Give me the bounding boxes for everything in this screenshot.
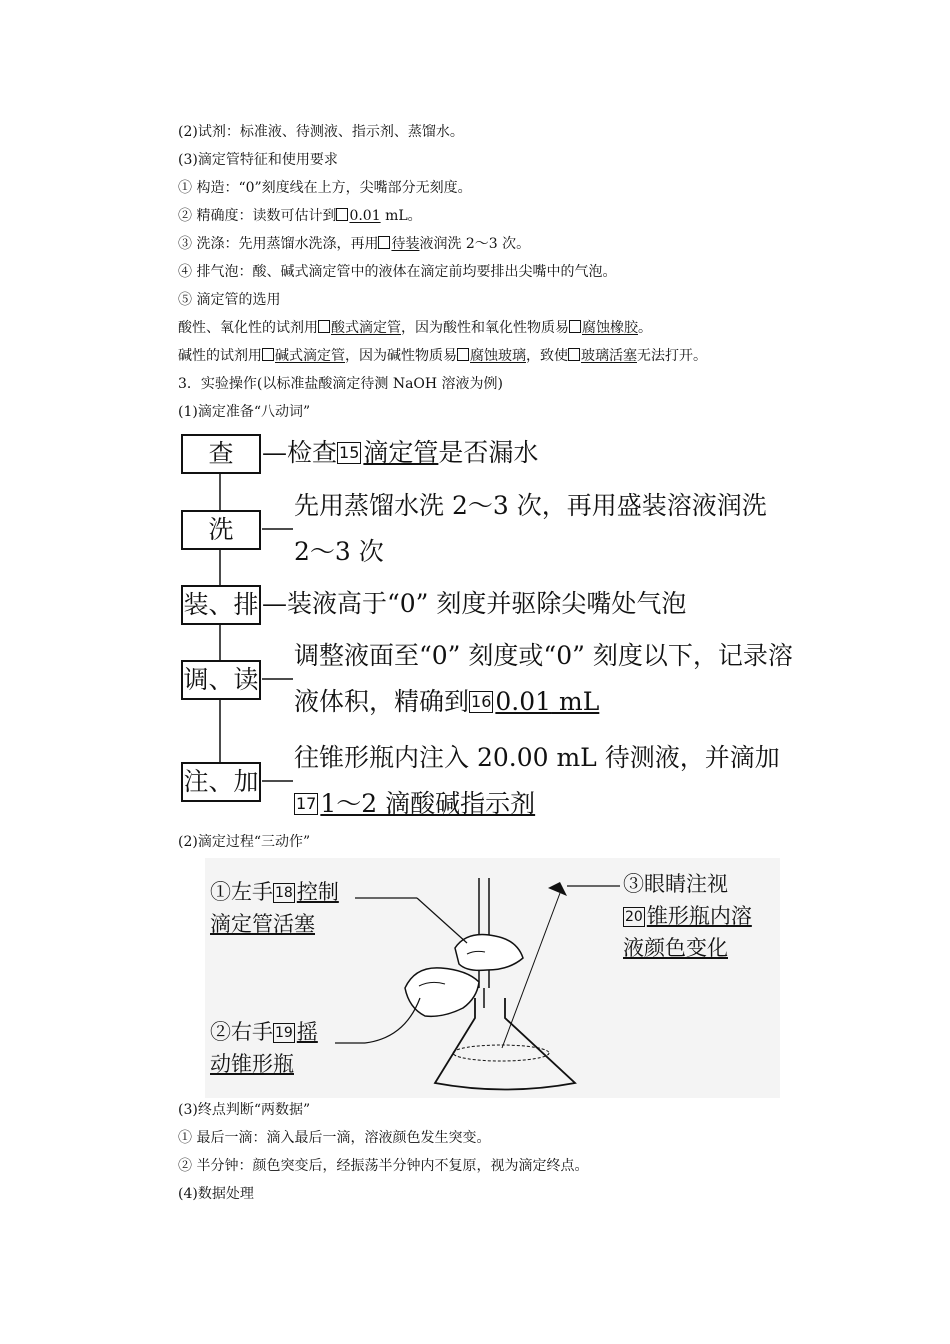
text-line: (2)试剂：标准液、待测液、指示剂、蒸馏水。	[178, 124, 464, 140]
titration-illustration	[205, 858, 780, 1098]
text-span: 液润洗 2～3 次。	[419, 236, 531, 252]
answer-text: 待装	[391, 236, 420, 252]
answer-blank	[336, 208, 380, 224]
answer-text: 0.01	[349, 208, 381, 224]
text-span: ①左手	[210, 880, 273, 904]
number-badge: 19	[275, 1025, 293, 1041]
text-span: ②右手	[210, 1020, 273, 1044]
text-span: 。	[638, 320, 652, 336]
step-box-wash: 洗	[181, 510, 261, 550]
text-line: ② 半分钟：颜色突变后，经振荡半分钟内不复原，视为滴定终点。	[178, 1158, 589, 1174]
answer-text: 腐蚀橡胶	[582, 320, 638, 336]
answer-blank	[378, 236, 419, 252]
section-heading: 3．实验操作(以标准盐酸滴定待测 NaOH 溶液为例)	[178, 376, 504, 392]
number-badge: 20	[625, 909, 643, 925]
text-span: ③ 洗涤：先用蒸馏水洗涤，再用	[178, 236, 379, 252]
text-span: ，因为酸性和氧化性物质易	[401, 320, 569, 336]
label-right-hand-1	[210, 1016, 318, 1048]
label-left-hand-2: 滴定管活塞	[210, 912, 315, 936]
answer-text: 酸式滴定管	[331, 320, 401, 336]
blank-box-icon	[569, 320, 581, 333]
label-eye-1: ③眼睛注视	[623, 872, 728, 896]
step-text-check	[262, 430, 538, 476]
number-badge: 15	[339, 443, 360, 462]
text-line: (3)滴定管特征和使用要求	[178, 152, 338, 168]
blank-box-icon	[262, 348, 274, 361]
step-box-check: 查	[181, 434, 261, 474]
text-line	[178, 234, 530, 254]
text-span: 酸性、氧化性的试剂用	[178, 320, 318, 336]
text-line: (3)终点判断“两数据”	[178, 1102, 311, 1118]
label-eye-2	[623, 900, 752, 932]
blank-box-icon	[568, 348, 580, 361]
step-text-inject-2	[294, 781, 535, 827]
text-span: ，致使	[526, 348, 568, 364]
answer-blank	[457, 348, 526, 364]
text-line: ① 构造：“0”刻度线在上方，尖嘴部分无刻度。	[178, 180, 472, 196]
blank-box-icon	[336, 208, 348, 221]
text-line: ④ 排气泡：酸、碱式滴定管中的液体在滴定前均要排出尖嘴中的气泡。	[178, 264, 617, 280]
answer-text: 控制	[296, 880, 339, 904]
text-line	[178, 206, 422, 226]
step-box-inject: 注、加	[181, 762, 261, 802]
text-span: ，因为碱性物质易	[345, 348, 457, 364]
blank-box-icon	[318, 320, 330, 333]
step-text-adjust-1: 调整液面至“0” 刻度或“0” 刻度以下，记录溶	[294, 641, 793, 670]
answer-text: 0.01 mL	[495, 687, 600, 716]
label-right-hand-2: 动锥形瓶	[210, 1052, 294, 1076]
answer-blank	[318, 320, 401, 336]
answer-blank	[569, 320, 638, 336]
text-line: (4)数据处理	[178, 1186, 254, 1202]
text-span: 无法打开。	[637, 348, 707, 364]
step-text-wash-1: 先用蒸馏水洗 2～3 次，再用盛装溶液润洗	[294, 491, 767, 520]
answer-text: 摇	[296, 1020, 318, 1044]
blank-box-icon	[378, 236, 390, 249]
text-line	[178, 346, 707, 366]
preparation-flowchart	[178, 430, 858, 825]
answer-text: 玻璃活塞	[581, 348, 637, 364]
answer-text: 滴定管	[363, 438, 439, 467]
blank-box-icon	[457, 348, 469, 361]
text-span: —检查	[262, 438, 338, 467]
step-box-fill: 装、排	[181, 585, 261, 625]
step-box-adjust: 调、读	[181, 660, 261, 700]
answer-text: 1～2 滴酸碱指示剂	[320, 789, 536, 818]
text-line: ① 最后一滴：滴入最后一滴，溶液颜色发生突变。	[178, 1130, 491, 1146]
step-text-fill: —装液高于“0” 刻度并驱除尖嘴处气泡	[262, 589, 687, 618]
answer-text: 碱式滴定管	[275, 348, 345, 364]
label-left-hand-1	[210, 876, 339, 908]
answer-text: 锥形瓶内溶	[646, 904, 752, 928]
text-span: 是否漏水	[438, 438, 539, 467]
text-line: (1)滴定准备“八动词”	[178, 404, 311, 420]
answer-text: 腐蚀玻璃	[470, 348, 526, 364]
text-span: ② 精确度：读数可估计到	[178, 208, 337, 224]
answer-blank	[568, 348, 637, 364]
label-eye-3: 液颜色变化	[623, 936, 728, 960]
number-badge: 18	[275, 885, 293, 901]
number-badge: 16	[471, 692, 492, 711]
text-line	[178, 318, 652, 338]
answer-blank	[262, 348, 345, 364]
text-span: 液体积，精确到	[294, 687, 470, 716]
text-span: 碱性的试剂用	[178, 348, 262, 364]
text-line: (2)滴定过程“三动作”	[178, 834, 311, 850]
step-text-wash-2: 2～3 次	[294, 537, 384, 566]
text-line: ⑤ 滴定管的选用	[178, 292, 281, 308]
text-span: mL。	[380, 208, 422, 224]
step-text-inject-1: 往锥形瓶内注入 20.00 mL 待测液，并滴加	[294, 743, 780, 772]
step-text-adjust-2	[294, 679, 599, 725]
number-badge: 17	[296, 794, 317, 813]
